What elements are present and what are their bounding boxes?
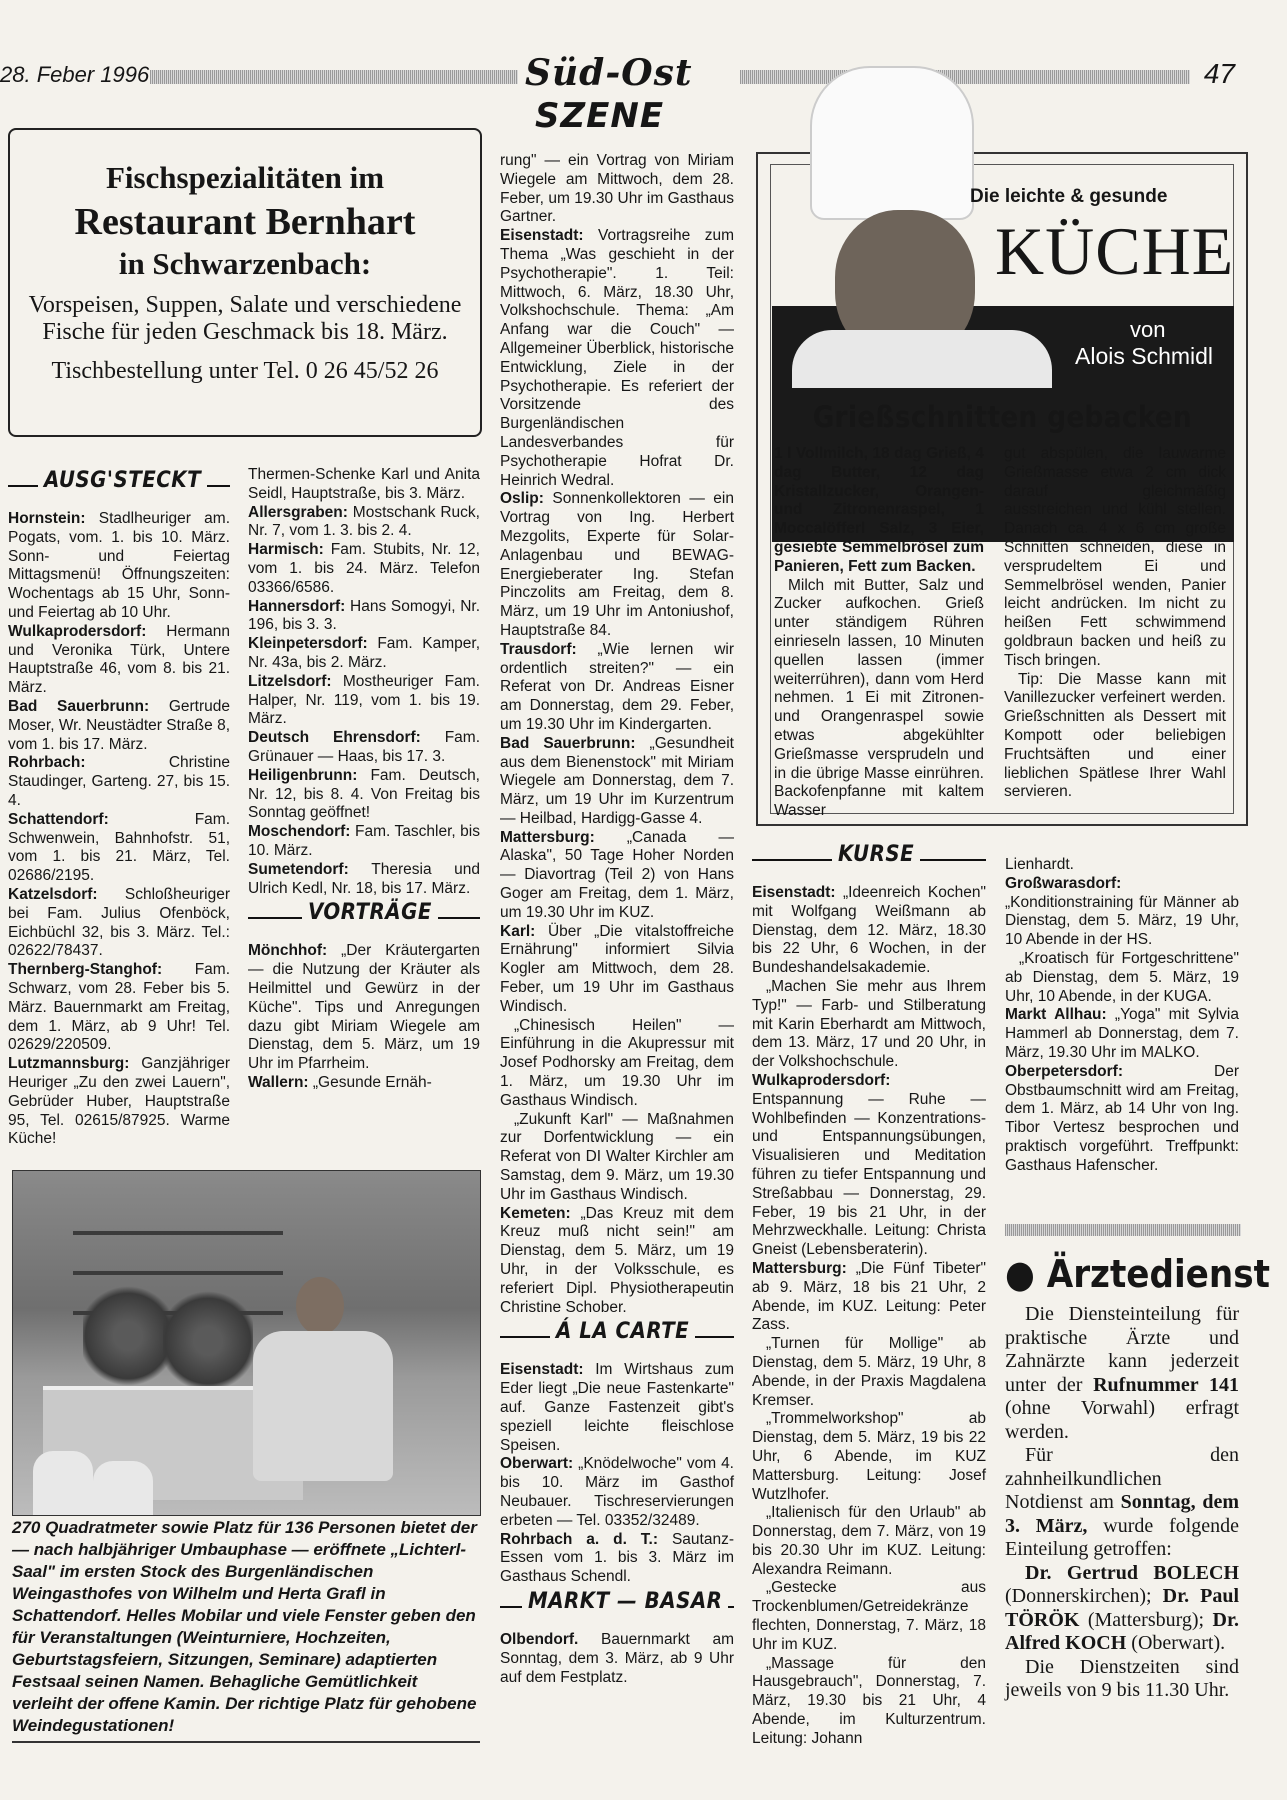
listing-place: Deutsch Ehrensdorf: [248,729,445,747]
listing-entry [248,729,480,767]
aerztedienst-heading: ● Ärztedienst [1005,1252,1270,1296]
listing-text: „Canada — Alaska", 50 Tage Hoher Norden — Diavortrag (Teil 2) von Hans Goger am Freitag, dem 1. März, um 19.30 Uhr im KUZ. [500,828,734,921]
listing-entry [752,1410,986,1504]
listing-text: „Gesundheit aus dem Bienenstock" mit Miriam Wiegele am Donnerstag, dem 7. März, um 19 Uhr im Kurzentrum — Heilbad, Hardigg-Gasse 4. [500,734,734,827]
listing-text: Fam. Stubits, Nr. 12, vom 1. bis 24. März. Telefon 03366/6586. [248,541,480,596]
listing-place: Hornstein: [8,510,99,527]
recipe-author-prefix: von [1130,317,1166,342]
listing-text: Ganzjähriger Heuriger „Zu den zwei Lauern", Gebrüder Huber, Hauptstraße 95, Tel. 02615/87925. Warme Küche! [8,1055,230,1148]
restaurant-ad [8,128,482,437]
listing-entry [500,1455,734,1530]
listing-entry [500,1631,734,1687]
listing-text: „Trommelworkshop" ab Dienstag, dem 5. März, 19 bis 22 Uhr, 6 Abende, im KUZ Mattersburg. Leitung: Josef Wutzlhofer. [752,1410,986,1503]
listing-entry [500,735,734,829]
listing-text: „Der Kräutergarten — die Nutzung der Kräuter als Heilmittel und Gewürz in der Küche". Tips und Anregungen dazu gibt Miriam Wiegele am Dienstag, dem 5. März, um 19 Uhr im Pfarrheim. [248,942,480,1073]
listing-entry [500,490,734,640]
recipe-title: Grießschnitten gebacken [812,400,1193,434]
listing-entry [500,1111,734,1205]
listing-place: Thernberg-Stanghof: [8,961,195,979]
listing-entry [752,1072,986,1260]
listing-text: „Italienisch für den Urlaub" ab Donnerstag, dem 7. März, von 19 bis 20.30 Uhr im KUZ. Leitung: Alexandra Reimann. [752,1504,986,1578]
col3-continuation: rung" — ein Vortrag von Miriam Wiegele am Mittwoch, dem 28. Feber, um 19.30 Uhr im Gasthaus Gartner. [500,152,734,226]
section-alacarte-title: Á LA CARTE [550,1323,695,1342]
listing-place: Markt Allhau: [1005,1006,1115,1024]
header-rule-left [150,70,518,84]
listing-place: Lutzmannsburg: [8,1055,142,1073]
section-markt-basar [500,1588,734,1621]
listing-entry [248,1074,480,1093]
listing-place: Bad Sauerbrunn: [8,697,169,715]
listing-entry [500,1531,734,1587]
listing-text: Schloßheuriger bei Fam. Julius Ofenböck, Eichbüchl 32, bis 3. März. Tel.: 02622/78437. [8,885,230,960]
listing-entry [248,861,480,899]
kurse-list [752,884,986,1749]
listing-place: Wulkaprodersdorf: [752,1071,891,1089]
listing-text: Fam. Kamper, Nr. 43a, bis 2. März. [248,635,481,671]
listing-place: Rohrbach a. d. T.: [500,1530,672,1548]
listing-entry [500,1361,734,1455]
listing-text: Gertrude Moser, Wr. Neustädter Straße 8, vom 1. bis 17. März. [8,697,230,753]
listing-text: „Kroatisch für Fortgeschrittene" ab Dienstag, dem 5. März, 19 Uhr, 10 Abende, in der KUGA. [1005,949,1239,1005]
listing-text: Mostheuriger Fam. Halper, Nr. 119, vom 1. bis 19. März. [248,672,480,728]
listing-place: Heiligenbrunn: [248,766,371,784]
listing-text: Fam. Grünauer — Haas, bis 17. 3. [248,729,480,765]
listing-entry [752,1655,986,1749]
vortraege-list [248,942,480,1092]
listing-place: Eisenstadt: [500,227,599,245]
issue-date: 28. Feber 1996 [0,62,150,87]
listing-text: „Gesunde Ernäh- [312,1073,432,1091]
listing-text: „Konditionstraining für Männer ab Dienstag, dem 5. März, 19 Uhr, 10 Abende in der HS. [1005,893,1239,949]
listing-text: Bauernmarkt am Sonntag, dem 3. März, ab 9 Uhr auf dem Festplatz. [500,1630,734,1686]
col6-list [1005,875,1239,1176]
listing-entry [8,886,230,961]
listing-text: Christine Staudinger, Garteng. 27, bis 15. 4. [8,754,230,809]
page-number: 47 [1203,58,1235,89]
listing-entry [248,541,480,597]
listing-text: Fam. Deutsch, Nr. 12, bis 8. 4. Von Freitag bis Sonntag geöffnet! [248,766,480,822]
listing-entry [752,1335,986,1410]
column-3 [500,152,734,1687]
recipe-col-right [1004,445,1226,802]
listing-entry [752,884,986,978]
listing-text: Stadlheuriger am. Pogats, vom. 1. bis 10. März. Sonn- und Feiertag Mittagsmenü! Öffnungszeiten: Wochentags ab 15 Uhr, Sonn- und Feiertag ab 10 Uhr. [8,510,230,621]
recipe-subtitle: Die leichte & gesunde [970,186,1168,207]
listing-entry [752,1260,986,1335]
section-ausgsteckt [8,468,230,500]
listing-place: Hannersdorf: [248,597,351,615]
listing-text: Sautanz-Essen vom 1. bis 3. März im Gasthaus Schendl. [500,1530,734,1586]
listing-text: „Knödelwoche" vom 4. bis 10. März im Gasthof Neubauer. Tischreservierungen erbeten — Tel. 03352/32489. [500,1455,734,1529]
listing-entry [1005,1063,1239,1176]
listing-entry [500,829,734,923]
listing-text: Fam. Taschler, bis 10. März. [248,823,481,859]
listing-place: Oslip: [500,490,553,508]
listing-entry [248,673,480,729]
listing-place: Karl: [500,922,548,940]
listing-text: „Massage für den Hausgebrauch", Donnerstag, 7. März, 19.30 bis 21 Uhr, 4 Abende, im Kulturzentrum. Leitung: Johann [752,1654,986,1747]
recipe-step1: Milch mit Butter, Salz und Zucker aufkochen. Grieß unter ständigem Rühren einrieseln lassen, 10 Minuten quellen lassen (immer weiterrühren), dann vom Herd nehmen. 1 Ei mit Zitronen- und Orangenraspel sowie etwas abgekühlter Grießmasse versprudeln und in die übrige Masse einrühren. Backofenpfanne mit kaltem Wasser [774,576,984,820]
recipe-col-left [774,445,984,821]
recipe-tip: Tip: Die Masse kann mit Vanillezucker verfeinert werden. Grießschnitten als Dessert mit Kompott oder beliebigen Fruchtsäften und einer lieblichen Spätlese Ihrer Wahl servieren. [1004,670,1226,801]
column-ausgsteckt [8,466,230,1149]
listing-entry [1005,950,1239,1006]
listing-entry [248,942,480,1074]
listing-entry [1005,1006,1239,1062]
listing-entry [248,504,480,542]
listing-text: „Wie lernen wir ordentlich streiten?" — ein Referat von Dr. Andreas Eisner am Donnerstag, dem 29. Feber, um 19.30 Uhr im Kindergarten. [500,640,734,733]
listing-place: Mönchhof: [248,942,342,960]
listing-entry [8,510,230,623]
ad-line2: Restaurant Bernhart [74,201,416,243]
recipe-ingredients: 1 l Vollmilch, 18 dag Grieß, 4 dag Butter, 12 dag Kristallzucker, Orangen- und Zitronenraspel, 1 Moccalöfferl Salz, 3 Eier, gesiebte Semmelbrösel zum Panieren, Fett zum Backen. [774,445,984,575]
listing-place: Trausdorf: [500,640,598,658]
listing-entry [500,1205,734,1318]
listing-entry [8,623,230,698]
listing-text: „Das Kreuz mit dem Kreuz muß nicht sein!" am Dienstag, dem 5. März, um 19 Uhr, in der Volksschule, es referiert Dipl. Physiotherapeutin Christine Schober. [500,1204,735,1316]
listing-place: Eisenstadt: [500,1361,596,1379]
listing-text: Hans Somogyi, Nr. 196, bis 3. 3. [248,597,481,634]
listing-entry [1005,875,1239,950]
ad-body: Vorspeisen, Suppen, Salate und verschiedene Fische für jeden Geschmack bis 18. März. [28,292,462,345]
section-ausgsteckt-title: AUSG'STECKT [38,472,207,491]
listing-place: Großwarasdorf: [1005,874,1122,892]
chef-hat [810,66,974,220]
listing-entry [248,823,480,861]
listing-entry [500,641,734,735]
ad-phone: Tischbestellung unter Tel. 0 26 45/52 26 [51,358,439,384]
listing-text: Mostschank Ruck, Nr. 7, vom 1. 3. bis 2. 4. [248,503,480,540]
col3-list [500,227,734,1317]
listing-entry [8,698,230,754]
listing-text: Im Wirtshaus zum Eder liegt „Die neue Fastenkarte" auf. Ganze Fastenzeit gibt's speziell leichte fleischlose Speisen. [500,1361,734,1454]
column-kurse [752,840,986,1749]
listing-text: Hermann und Veronika Türk, Untere Hauptstraße 46, vom 8. bis 21. März. [8,622,230,697]
column-6 [1005,856,1239,1176]
col2-list [248,504,480,899]
recipe-step2: gut abspülen, die lauwarme Grießmasse etwa 2 cm dick darauf gleichmäßig ausstreichen und kühl stellen. Danach ca. 4 x 6 cm große Schnitten schneiden, diese in versprudeltem Ei und Semmelbrösel wenden, Panier leicht andrücken. Im nicht zu heißen Fett schwimmend goldbraun backen und heiß zu Tisch bringen. [1004,445,1226,669]
listing-entry [248,767,480,823]
listing-text: „Zukunft Karl" — Maßnahmen zur Dorfentwicklung — ein Referat von DI Walter Kirchler am Samstag, dem 9. März, um 19.30 Uhr im Gasthaus Windisch. [500,1110,734,1203]
section-vortraege-title: VORTRÄGE [302,904,438,923]
listing-text: Theresia und Ulrich Kedl, Nr. 18, bis 17. März. [248,860,480,897]
chef-coat [792,330,1052,388]
listing-text: Entspannung — Ruhe — Wohlbefinden — Konzentrations- und Entspannungsübungen, Visualisieren und Meditation führen zu tiefer Entspannung und Streßabbau — Donnerstag, 29. Feber, 19 bis 21 Uhr, in der Mehrzweckhalle. Leitung: Christa Gneist (Lebensberaterin). [752,1090,986,1259]
listing-place: Sumetendorf: [248,860,372,878]
ausgsteckt-list [8,510,230,1149]
listing-entry [248,598,480,636]
listing-text: Sonnenkollektoren — ein Vortrag von Ing. Herbert Mezgolits, Experte für Solar-Anlagenbau und BEWAG-Energieberater Ing. Stefan Pinczolits am Freitag, dem 8. März, um 19 Uhr im Antoniushof, Hauptstraße 84. [500,490,734,639]
recipe-author: Alois Schmidl [1075,343,1214,369]
listing-entry [752,1504,986,1579]
alacarte-list [500,1361,734,1587]
listing-place: Litzelsdorf: [248,672,343,690]
listing-text: „Gestecke aus Trockenblumen/Getreidekränze flechten, Donnerstag, 7. März, 18 Uhr im KUZ. [752,1579,986,1653]
listing-place: Mattersburg: [500,828,627,846]
listing-text: „Chinesisch Heilen" — Einführung in die Akupressur mit Josef Podhorsky am Freitag, dem 1. März, um 19.30 Uhr im Gasthaus Windisch. [500,1016,734,1109]
listing-entry [752,978,986,1072]
listing-place: Olbendorf. [500,1630,602,1648]
listing-place: Eisenstadt: [752,884,843,901]
aerztedienst-rule [1005,1224,1241,1236]
listing-entry [8,961,230,1055]
aerztedienst-body: Die Diensteinteilung für praktische Ärzte und Zahnärzte kann jederzeit unter der Rufnummer 141 (ohne Vorwahl) erfragt werden. Für den zahnheilkundlichen Notdienst am Sonntag, dem 3. März, wurde folgende Einteilung getroffen: Dr. Gertrud BOLECH (Donnerskirchen); Dr. Paul TÖRÖK (Mattersburg); Dr. Alfred KOCH (Oberwart). Die Dienstzeiten sind jeweils von 9 bis 11.30 Uhr. [1005,1303,1240,1701]
listing-entry [8,1055,230,1149]
section-kurse-title: KURSE [832,846,920,865]
listing-place: Allersgraben: [248,503,353,521]
recipe-banner-title: KÜCHE [995,213,1235,289]
photo-caption: 270 Quadratmeter sowie Platz für 136 Personen bietet der — nach halbjähriger Umbauphase — eröffnete „Lichterl-Saal" im ersten Stock des Burgenländischen Weingasthofes von Wilhelm und Herta Grafl in Schattendorf. Helles Mobilar und viele Fenster geben den für Veranstaltungen (Weinturniere, Hochzeiten, Geburtstagsfeiern, Sitzungen, Seminare) adaptierten Festsaal seinen Namen. Behagliche Gemütlichkeit verleiht der offene Kamin. Der richtige Platz für gehobene Weindegustationen! [12,1517,480,1743]
col6-continuation: Lienhardt. [1005,856,1074,873]
listing-text: „Yoga" mit Sylvia Hammerl ab Donnerstag, dem 7. März, 19.30 Uhr im MALKO. [1005,1006,1239,1061]
markt-list [500,1631,734,1687]
section-alacarte [500,1319,734,1351]
listing-text: „Machen Sie mehr aus Ihrem Typ!" — Farb- und Stilberatung mit Karin Eberhardt am Mittwoch, dem 13. März, 17 und 20 Uhr, in der Volkshochschule. [752,977,986,1071]
listing-place: Harmisch: [248,541,331,559]
section-vortraege [248,900,480,932]
listing-place: Kemeten: [500,1204,581,1222]
listing-place: Kleinpetersdorf: [248,635,378,653]
logo-szene: SZENE [535,96,665,136]
listing-entry [248,635,480,673]
listing-text: Fam. Schwenwein, Bahnhofstr. 51, vom 1. bis 21. März, Tel. 02686/2195. [8,810,230,885]
listing-entry [8,754,230,810]
ad-line3: in Schwarzenbach: [118,246,372,281]
listing-entry [500,1017,734,1111]
listing-place: Oberpetersdorf: [1005,1062,1215,1080]
listing-entry [500,227,734,490]
restaurant-photo [12,1170,481,1516]
listing-place: Wallern: [248,1073,313,1091]
logo-suedost: Süd-Ost [525,52,693,94]
listing-text: „Turnen für Mollige" ab Dienstag, dem 5. März, 19 Uhr, 8 Abende, in der Praxis Magdalena Kremser. [752,1335,986,1409]
listing-place: Mattersburg: [752,1259,856,1277]
listing-place: Wulkaprodersdorf: [8,622,167,640]
header-rule-right [740,70,1190,84]
col2-intro: Thermen-Schenke Karl und Anita Seidl, Hauptstraße, bis 3. März. [248,466,480,502]
ad-line1: Fischspezialitäten im [105,160,385,195]
section-kurse [752,842,986,874]
listing-text: Über „Die vitalstoffreiche Ernährung" informiert Silvia Kogler am Mittwoch, dem 28. Feber, um 19 Uhr im Gasthaus Windisch. [500,922,735,1015]
column-2 [248,466,480,1093]
listing-text: Vortragsreihe zum Thema „Was geschieht in der Psychotherapie". 1. Teil: Mittwoch, 6. März, 18.30 Uhr, Volkshochschule. Thema: „Am Anfang war die Couch" — Allgemeiner Überblick, historische Entwicklung, Ziele in der Psychotherapie. Es referiert der Vorsitzende des Burgenländischen Landesverbandes für Psychotherapie Hofrat Dr. Heinrich Wedral. [500,227,735,489]
listing-place: Katzelsdorf: [8,885,125,903]
listing-place: Rohrbach: [8,754,169,772]
listing-place: Bad Sauerbrunn: [500,734,650,752]
listing-place: Oberwart: [500,1455,579,1473]
listing-text: Fam. Schwarz, vom 28. Feber bis 5. März. Bauernmarkt am Freitag, dem 1. März, ab 9 Uhr! Tel. 02629/220509. [8,961,230,1054]
listing-entry [500,923,734,1017]
listing-text: Der Obstbaumschnitt wird am Freitag, dem 1. März, ab 14 Uhr von Ing. Tibor Vertesz besprochen und praktisch vorgeführt. Treffpunkt: Gasthaus Hafenscher. [1005,1062,1239,1174]
listing-entry [8,811,230,886]
listing-place: Schattendorf: [8,810,195,828]
section-markt-basar-title: MARKT — BASAR [522,1593,728,1612]
listing-text: „Ideenreich Kochen" mit Wolfgang Weißmann ab Dienstag, dem 12. März, 18.30 bis 22 Uhr, 6 Wochen, in der Bundeshandelsakademie. [752,884,986,977]
listing-place: Moschendorf: [248,823,355,841]
listing-text: „Die Fünf Tibeter" ab 9. März, 18 bis 21 Uhr, 2 Abende, im KUZ. Leitung: Peter Zass. [752,1259,986,1334]
listing-entry [752,1579,986,1654]
